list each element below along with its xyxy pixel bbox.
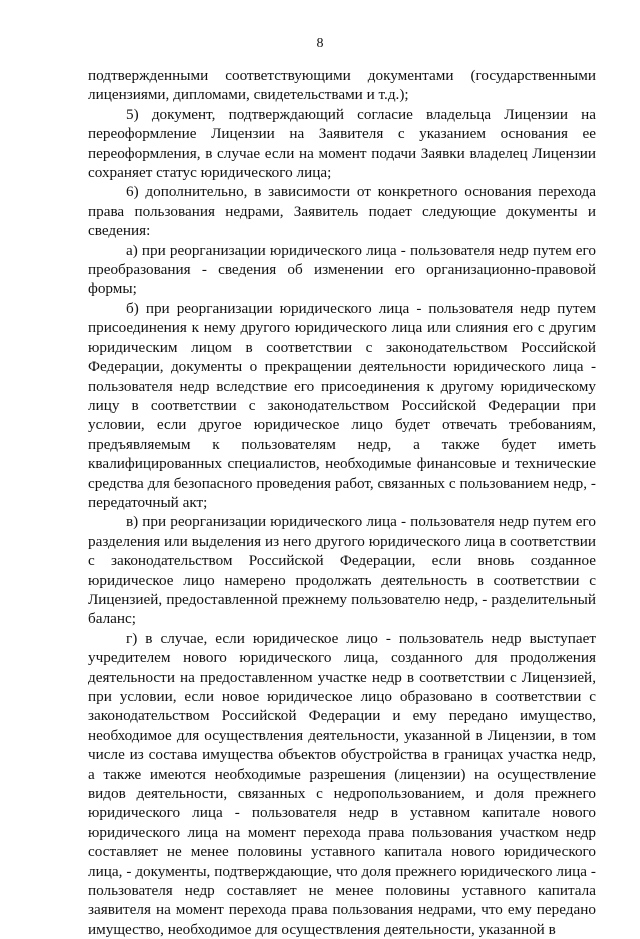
paragraph-item-5: 5) документ, подтверждающий согласие владельца Лицензии на переоформление Лицензии на Заявителя с указанием основания ее переоформления, в случае если на момент подачи Заявки владелец Лицензии сохраняет статус юридического лица;: [88, 105, 596, 182]
paragraph-continuation: подтвержденными соответствующими документами (государственными лицензиями, дипломами, свидетельствами и т.д.);: [88, 67, 596, 104]
page-number: 8: [316, 36, 324, 51]
paragraph-item-6g: г) в случае, если юридическое лицо - пользователь недр выступает учредителем нового юридического лица, созданного для продолжения деятельности на предоставленном участке недр в соответствии с Лицензией, при условии, если новое юридическое лицо образовано в соответствии с законодательством Российской Федерации и ему передано имущество, необходимое для осуществления деятельности, указанной в Лицензии, в том числе из состава имущества объектов обустройства в границах участка недр, а также имеются необходимые разрешения (лицензии) на осуществление видов деятельности, связанных с недропользованием, и доля прежнего юридического лица - пользователя недр в уставном капитале нового юридического лица на момент перехода права пользования участком недр составляет не менее половины уставного капитала нового юридического лица, - документы, подтверждающие, что доля прежнего юридического лица - пользователя недр составляет не менее половины уставного капитала заявителя на момент перехода права пользования недрами, что ему передано имущество, необходимое для осуществления деятельности, указанной в: [88, 629, 596, 938]
paragraph-item-6a: а) при реорганизации юридического лица - пользователя недр путем его преобразования - сведения об изменении его организационно-правовой формы;: [88, 241, 596, 298]
document-body: [88, 66, 596, 939]
paragraph-item-6: 6) дополнительно, в зависимости от конкретного основания перехода права пользования недрами, Заявитель подает следующие документы и сведения:: [88, 183, 596, 240]
paragraph-item-6b: б) при реорганизации юридического лица - пользователя недр путем присоединения к нему другого юридического лица или слияния его с другим юридическим лицом в соответствии с законодательством Российской Федерации, документы о прекращении деятельности юридического лица - пользователя недр вследствие его присоединения к другому юридическому лицу в соответствии с законодательством Российской Федерации при условии, если другое юридическое лицо будет отвечать требованиям, предъявляемым к пользователям недр, а также будет иметь квалифицированных специалистов, необходимые финансовые и технические средства для безопасного проведения работ, связанных с пользованием недр, - передаточный акт;: [88, 299, 596, 511]
paragraph-item-6v: в) при реорганизации юридического лица - пользователя недр путем его разделения или выделения из него другого юридического лица в соответствии с законодательством Российской Федерации, если вновь созданное юридическое лицо намерено продолжать деятельность в соответствии с Лицензией, предоставленной прежнему пользователю недр, - разделительный баланс;: [88, 513, 596, 628]
